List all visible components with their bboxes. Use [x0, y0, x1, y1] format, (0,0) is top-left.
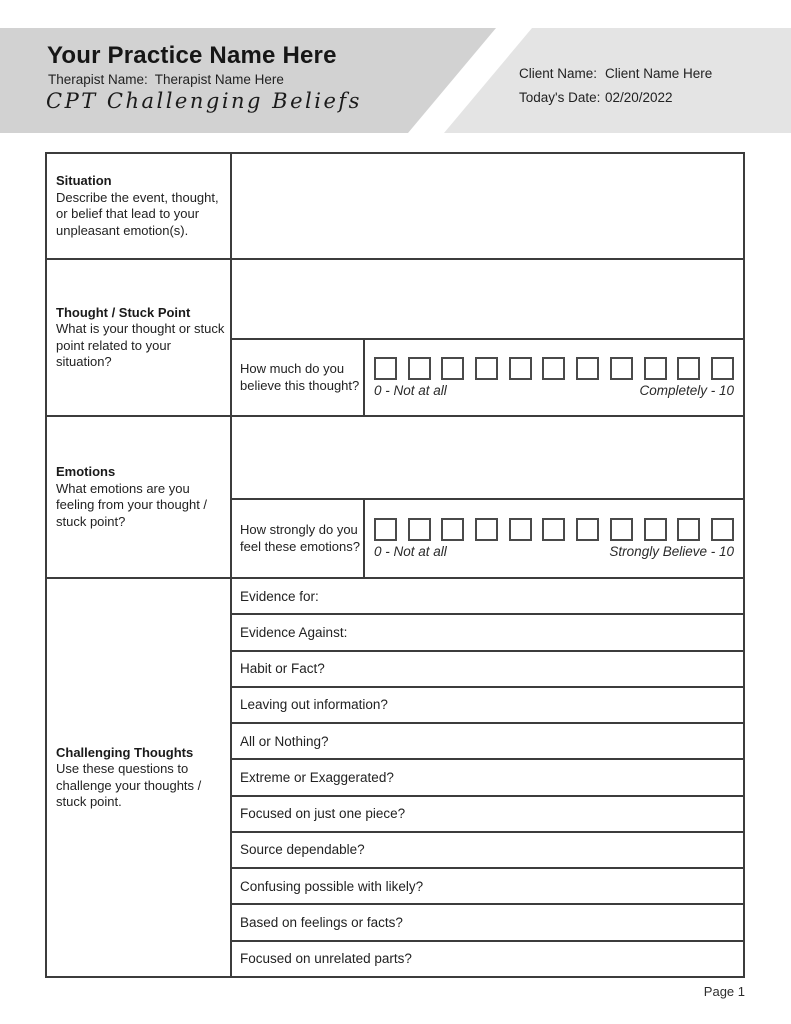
- situation-header-cell: [47, 154, 232, 258]
- rating-checkbox[interactable]: [677, 518, 700, 541]
- practice-name: Your Practice Name Here: [47, 42, 337, 69]
- emotions-response-area[interactable]: [232, 417, 743, 500]
- emotions-scale: [365, 500, 743, 577]
- worksheet-table: [45, 152, 745, 978]
- emotions-scale-prompt: How strongly do you feel these emotions?: [232, 500, 365, 577]
- client-name-row: [519, 66, 712, 81]
- client-name-value: Client Name Here: [605, 66, 713, 81]
- date-row: [519, 90, 712, 105]
- rating-checkbox[interactable]: [644, 518, 667, 541]
- situation-row: [47, 154, 743, 260]
- thought-row: [47, 260, 743, 417]
- thought-scale: [365, 340, 743, 415]
- client-name-label: Client Name:: [519, 66, 598, 81]
- thought-description: What is your thought or stuck point related to your situation?: [56, 321, 225, 369]
- rating-checkbox[interactable]: [374, 518, 397, 541]
- rating-checkbox[interactable]: [610, 357, 633, 380]
- challenging-question-row[interactable]: [232, 833, 743, 869]
- date-label: Today's Date:: [519, 90, 601, 105]
- challenging-question-list: [232, 579, 743, 976]
- emotions-header-cell: [47, 417, 232, 577]
- challenging-question-row[interactable]: [232, 905, 743, 941]
- therapist-label: Therapist Name:: [48, 72, 148, 87]
- challenging-question-label: Leaving out information?: [240, 697, 388, 713]
- rating-checkbox[interactable]: [374, 357, 397, 380]
- challenging-question-label: Focused on unrelated parts?: [240, 951, 412, 967]
- rating-checkbox[interactable]: [475, 357, 498, 380]
- challenging-question-label: All or Nothing?: [240, 733, 329, 749]
- rating-checkbox[interactable]: [408, 518, 431, 541]
- emotions-scale-checkboxes: [374, 518, 734, 541]
- rating-checkbox[interactable]: [509, 357, 532, 380]
- rating-checkbox[interactable]: [711, 357, 734, 380]
- challenging-question-row[interactable]: [232, 652, 743, 688]
- rating-checkbox[interactable]: [644, 357, 667, 380]
- situation-description: Describe the event, thought, or belief that lead to your unpleasant emotion(s).: [56, 189, 219, 238]
- date-value: 02/20/2022: [605, 90, 673, 105]
- thought-scale-max-label: Completely - 10: [639, 383, 734, 398]
- emotions-scale-labels: [374, 544, 734, 559]
- page-number: Page 1: [703, 984, 745, 999]
- challenging-question-row[interactable]: [232, 579, 743, 615]
- rating-checkbox[interactable]: [509, 518, 532, 541]
- thought-title: Thought / Stuck Point: [56, 304, 191, 320]
- rating-checkbox[interactable]: [542, 518, 565, 541]
- challenging-question-label: Habit or Fact?: [240, 661, 325, 677]
- situation-response-area[interactable]: [232, 154, 743, 258]
- rating-checkbox[interactable]: [441, 357, 464, 380]
- challenging-question-label: Focused on just one piece?: [240, 806, 406, 822]
- challenging-question-label: Evidence Against:: [240, 624, 348, 640]
- challenging-question-label: Source dependable?: [240, 842, 365, 858]
- thought-response-area[interactable]: [232, 260, 743, 340]
- rating-checkbox[interactable]: [610, 518, 633, 541]
- challenging-description: Use these questions to challenge your thoughts / stuck point.: [56, 761, 202, 809]
- worksheet-title: CPT Challenging Beliefs: [46, 89, 362, 113]
- emotions-title: Emotions: [56, 464, 116, 479]
- emotions-scale-min-label: 0 - Not at all: [374, 544, 447, 559]
- challenging-question-row[interactable]: [232, 942, 743, 976]
- situation-title: Situation: [56, 173, 112, 188]
- challenging-question-row[interactable]: [232, 797, 743, 833]
- rating-checkbox[interactable]: [542, 357, 565, 380]
- thought-scale-prompt: How much do you believe this thought?: [232, 340, 365, 415]
- rating-checkbox[interactable]: [711, 518, 734, 541]
- challenging-question-label: Evidence for:: [240, 588, 319, 604]
- challenging-question-label: Extreme or Exaggerated?: [240, 769, 394, 785]
- rating-checkbox[interactable]: [576, 518, 599, 541]
- client-fields: [519, 66, 712, 114]
- challenging-header-cell: [47, 579, 232, 976]
- thought-scale-min-label: 0 - Not at all: [374, 383, 447, 398]
- rating-checkbox[interactable]: [677, 357, 700, 380]
- challenging-question-label: Confusing possible with likely?: [240, 878, 424, 894]
- rating-checkbox[interactable]: [408, 357, 431, 380]
- challenging-title: Challenging Thoughts: [56, 744, 194, 760]
- emotions-row: [47, 417, 743, 579]
- rating-checkbox[interactable]: [475, 518, 498, 541]
- challenging-question-row[interactable]: [232, 615, 743, 651]
- challenging-question-row[interactable]: [232, 760, 743, 796]
- challenging-question-row[interactable]: [232, 869, 743, 905]
- emotions-scale-row: [232, 500, 743, 577]
- thought-scale-labels: [374, 383, 734, 398]
- thought-header-cell: [47, 260, 232, 415]
- rating-checkbox[interactable]: [576, 357, 599, 380]
- therapist-value: Therapist Name Here: [154, 72, 284, 87]
- emotions-description: What emotions are you feeling from your thought / stuck point?: [56, 480, 208, 529]
- emotions-right-area: [232, 417, 743, 577]
- challenging-question-row[interactable]: [232, 724, 743, 760]
- rating-checkbox[interactable]: [441, 518, 464, 541]
- thought-scale-checkboxes: [374, 357, 734, 380]
- therapist-line: [48, 72, 284, 87]
- challenging-question-label: Based on feelings or facts?: [240, 915, 403, 931]
- challenging-row: [47, 579, 743, 976]
- challenging-right-area: [232, 579, 743, 976]
- thought-right-area: [232, 260, 743, 415]
- thought-scale-row: [232, 340, 743, 415]
- emotions-scale-max-label: Strongly Believe - 10: [609, 544, 734, 559]
- challenging-question-row[interactable]: [232, 688, 743, 724]
